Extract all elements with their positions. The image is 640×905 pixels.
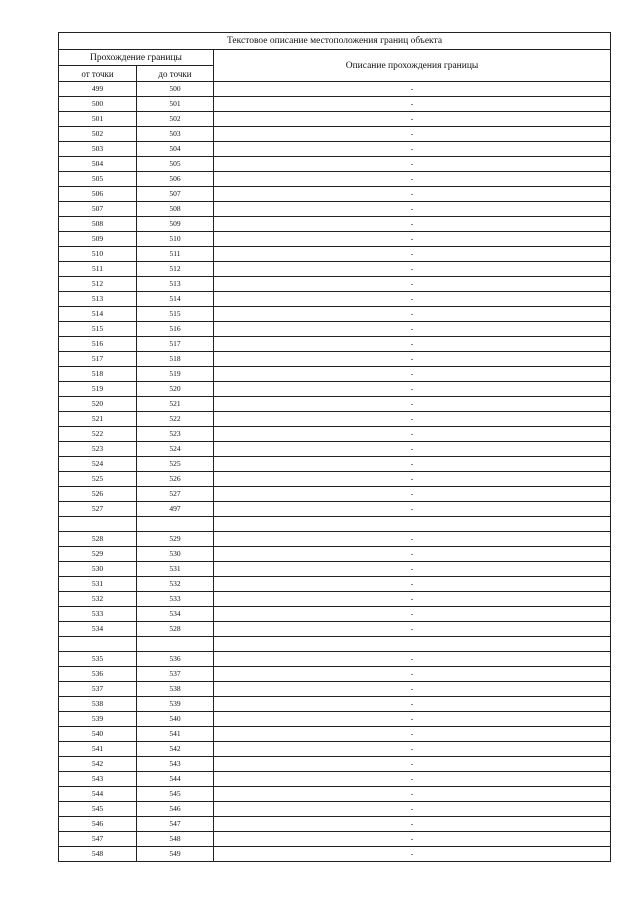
to-point-cell: 542	[137, 742, 214, 757]
from-point-cell: 502	[59, 127, 137, 142]
description-cell: -	[214, 577, 611, 592]
table-row	[59, 232, 611, 247]
from-point-cell: 540	[59, 727, 137, 742]
from-point-cell: 541	[59, 742, 137, 757]
table-row	[59, 442, 611, 457]
from-point-cell: 544	[59, 787, 137, 802]
description-cell: -	[214, 217, 611, 232]
description-cell: -	[214, 292, 611, 307]
table-row	[59, 247, 611, 262]
from-point-cell: 515	[59, 322, 137, 337]
description-cell: -	[214, 652, 611, 667]
from-point-cell: 534	[59, 622, 137, 637]
to-point-cell: 537	[137, 667, 214, 682]
to-point-cell: 505	[137, 157, 214, 172]
from-point-cell: 523	[59, 442, 137, 457]
table-row	[59, 757, 611, 772]
from-point-cell: 546	[59, 817, 137, 832]
table-row	[59, 787, 611, 802]
table-row	[59, 307, 611, 322]
to-point-cell: 544	[137, 772, 214, 787]
to-point-cell: 529	[137, 532, 214, 547]
description-cell: -	[214, 802, 611, 817]
table-row	[59, 217, 611, 232]
table-row	[59, 607, 611, 622]
from-point-cell: 505	[59, 172, 137, 187]
to-point-cell: 546	[137, 802, 214, 817]
description-cell: -	[214, 307, 611, 322]
from-point-cell: 535	[59, 652, 137, 667]
description-cell: -	[214, 82, 611, 97]
description-cell: -	[214, 487, 611, 502]
description-cell: -	[214, 757, 611, 772]
description-cell: -	[214, 727, 611, 742]
to-point-cell: 497	[137, 502, 214, 517]
description-cell: -	[214, 607, 611, 622]
table-title: Текстовое описание местоположения границ объекта	[59, 33, 611, 50]
to-point-cell: 531	[137, 562, 214, 577]
to-point-cell: 521	[137, 397, 214, 412]
table-row	[59, 652, 611, 667]
table-row	[59, 517, 611, 532]
table-row	[59, 712, 611, 727]
table-row	[59, 802, 611, 817]
from-point-cell: 539	[59, 712, 137, 727]
from-point-cell: 501	[59, 112, 137, 127]
table-row	[59, 682, 611, 697]
table-row	[59, 622, 611, 637]
to-point-cell: 519	[137, 367, 214, 382]
table-row	[59, 637, 611, 652]
from-point-cell: 521	[59, 412, 137, 427]
table-row	[59, 457, 611, 472]
to-point-cell: 541	[137, 727, 214, 742]
to-point-cell: 549	[137, 847, 214, 862]
description-cell: -	[214, 817, 611, 832]
description-cell: -	[214, 157, 611, 172]
description-cell: -	[214, 622, 611, 637]
table-row	[59, 82, 611, 97]
description-cell: -	[214, 112, 611, 127]
to-point-cell	[137, 637, 214, 652]
table-row	[59, 202, 611, 217]
from-point-cell: 506	[59, 187, 137, 202]
to-point-cell: 501	[137, 97, 214, 112]
to-point-cell: 510	[137, 232, 214, 247]
description-cell: -	[214, 202, 611, 217]
from-point-cell: 500	[59, 97, 137, 112]
to-point-cell: 514	[137, 292, 214, 307]
description-cell: -	[214, 457, 611, 472]
to-point-cell: 513	[137, 277, 214, 292]
description-cell	[214, 517, 611, 532]
to-point-cell: 526	[137, 472, 214, 487]
from-point-cell: 520	[59, 397, 137, 412]
from-point-cell: 542	[59, 757, 137, 772]
table-row	[59, 577, 611, 592]
description-cell: -	[214, 382, 611, 397]
from-point-cell: 533	[59, 607, 137, 622]
table-row	[59, 397, 611, 412]
from-point-cell: 512	[59, 277, 137, 292]
table-row	[59, 142, 611, 157]
from-point-cell: 518	[59, 367, 137, 382]
from-point-cell: 538	[59, 697, 137, 712]
from-point-cell: 527	[59, 502, 137, 517]
boundary-description-document	[58, 32, 610, 862]
description-cell: -	[214, 412, 611, 427]
description-cell: -	[214, 787, 611, 802]
to-point-cell	[137, 517, 214, 532]
from-point-cell: 532	[59, 592, 137, 607]
passage-header: Прохождение границы	[59, 50, 214, 66]
description-cell: -	[214, 682, 611, 697]
to-point-cell: 525	[137, 457, 214, 472]
from-point-cell: 516	[59, 337, 137, 352]
from-point-cell: 509	[59, 232, 137, 247]
from-point-cell: 504	[59, 157, 137, 172]
table-row	[59, 817, 611, 832]
description-cell: -	[214, 472, 611, 487]
description-cell: -	[214, 277, 611, 292]
table-row	[59, 187, 611, 202]
to-point-cell: 536	[137, 652, 214, 667]
to-point-cell: 532	[137, 577, 214, 592]
table-row	[59, 547, 611, 562]
table-row	[59, 592, 611, 607]
to-point-cell: 515	[137, 307, 214, 322]
to-point-cell: 545	[137, 787, 214, 802]
description-cell: -	[214, 502, 611, 517]
from-point-cell	[59, 637, 137, 652]
to-point-cell: 538	[137, 682, 214, 697]
to-point-cell: 524	[137, 442, 214, 457]
from-point-cell: 537	[59, 682, 137, 697]
to-point-cell: 528	[137, 622, 214, 637]
description-cell: -	[214, 772, 611, 787]
description-header: Описание прохождения границы	[214, 50, 611, 82]
description-cell: -	[214, 172, 611, 187]
table-row	[59, 742, 611, 757]
table-row	[59, 382, 611, 397]
from-point-cell: 524	[59, 457, 137, 472]
description-cell: -	[214, 97, 611, 112]
description-cell: -	[214, 247, 611, 262]
to-point-cell: 509	[137, 217, 214, 232]
from-point-cell: 519	[59, 382, 137, 397]
to-point-cell: 523	[137, 427, 214, 442]
to-point-cell: 533	[137, 592, 214, 607]
to-point-cell: 508	[137, 202, 214, 217]
from-point-cell: 513	[59, 292, 137, 307]
description-cell: -	[214, 592, 611, 607]
to-point-cell: 506	[137, 172, 214, 187]
table-row	[59, 532, 611, 547]
table-row	[59, 472, 611, 487]
to-point-cell: 503	[137, 127, 214, 142]
to-point-cell: 507	[137, 187, 214, 202]
description-cell: -	[214, 337, 611, 352]
from-point-cell: 536	[59, 667, 137, 682]
table-row	[59, 97, 611, 112]
table-row	[59, 262, 611, 277]
table-row	[59, 727, 611, 742]
from-point-cell	[59, 517, 137, 532]
to-point-cell: 500	[137, 82, 214, 97]
table-row	[59, 487, 611, 502]
description-cell: -	[214, 832, 611, 847]
from-point-cell: 531	[59, 577, 137, 592]
to-point-cell: 522	[137, 412, 214, 427]
description-cell: -	[214, 532, 611, 547]
table-row	[59, 367, 611, 382]
table-row	[59, 772, 611, 787]
from-point-cell: 517	[59, 352, 137, 367]
to-point-cell: 516	[137, 322, 214, 337]
from-point-cell: 543	[59, 772, 137, 787]
from-point-cell: 545	[59, 802, 137, 817]
from-point-cell: 528	[59, 532, 137, 547]
table-row	[59, 322, 611, 337]
to-point-cell: 518	[137, 352, 214, 367]
description-cell: -	[214, 442, 611, 457]
description-cell: -	[214, 427, 611, 442]
from-point-cell: 548	[59, 847, 137, 862]
table-row	[59, 502, 611, 517]
table-row	[59, 337, 611, 352]
from-point-cell: 530	[59, 562, 137, 577]
from-point-cell: 514	[59, 307, 137, 322]
to-point-header: до точки	[137, 66, 214, 82]
from-point-cell: 511	[59, 262, 137, 277]
from-point-header: от точки	[59, 66, 137, 82]
table-row	[59, 277, 611, 292]
to-point-cell: 504	[137, 142, 214, 157]
to-point-cell: 539	[137, 697, 214, 712]
to-point-cell: 530	[137, 547, 214, 562]
description-cell: -	[214, 742, 611, 757]
from-point-cell: 499	[59, 82, 137, 97]
description-cell	[214, 637, 611, 652]
to-point-cell: 534	[137, 607, 214, 622]
table-row	[59, 847, 611, 862]
table-header	[59, 33, 611, 82]
table-row	[59, 157, 611, 172]
from-point-cell: 529	[59, 547, 137, 562]
to-point-cell: 547	[137, 817, 214, 832]
from-point-cell: 508	[59, 217, 137, 232]
to-point-cell: 520	[137, 382, 214, 397]
from-point-cell: 507	[59, 202, 137, 217]
description-cell: -	[214, 547, 611, 562]
from-point-cell: 526	[59, 487, 137, 502]
table-row	[59, 427, 611, 442]
description-cell: -	[214, 232, 611, 247]
from-point-cell: 503	[59, 142, 137, 157]
from-point-cell: 525	[59, 472, 137, 487]
to-point-cell: 540	[137, 712, 214, 727]
from-point-cell: 510	[59, 247, 137, 262]
table-body	[59, 82, 611, 862]
description-cell: -	[214, 697, 611, 712]
description-cell: -	[214, 712, 611, 727]
to-point-cell: 512	[137, 262, 214, 277]
description-cell: -	[214, 562, 611, 577]
description-cell: -	[214, 322, 611, 337]
description-cell: -	[214, 397, 611, 412]
boundary-table	[58, 32, 611, 862]
table-row	[59, 292, 611, 307]
table-row	[59, 412, 611, 427]
table-row	[59, 697, 611, 712]
table-row	[59, 127, 611, 142]
to-point-cell: 527	[137, 487, 214, 502]
from-point-cell: 547	[59, 832, 137, 847]
table-row	[59, 667, 611, 682]
description-cell: -	[214, 667, 611, 682]
to-point-cell: 502	[137, 112, 214, 127]
table-row	[59, 352, 611, 367]
description-cell: -	[214, 187, 611, 202]
table-row	[59, 832, 611, 847]
description-cell: -	[214, 142, 611, 157]
to-point-cell: 543	[137, 757, 214, 772]
description-cell: -	[214, 367, 611, 382]
to-point-cell: 517	[137, 337, 214, 352]
from-point-cell: 522	[59, 427, 137, 442]
table-row	[59, 172, 611, 187]
description-cell: -	[214, 352, 611, 367]
description-cell: -	[214, 127, 611, 142]
table-row	[59, 112, 611, 127]
to-point-cell: 548	[137, 832, 214, 847]
to-point-cell: 511	[137, 247, 214, 262]
table-row	[59, 562, 611, 577]
description-cell: -	[214, 262, 611, 277]
description-cell: -	[214, 847, 611, 862]
